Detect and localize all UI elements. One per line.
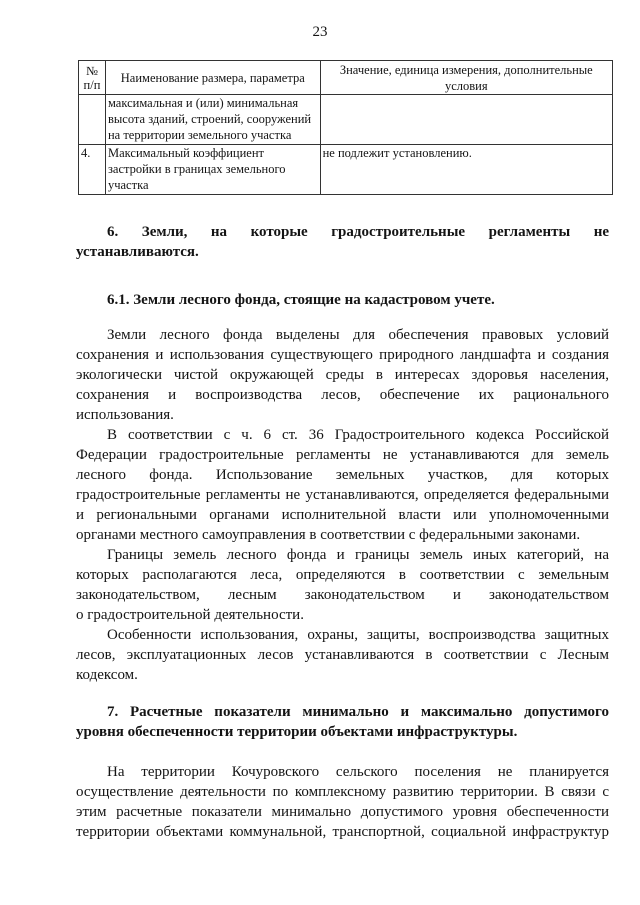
- text-line: Границы земель лесного фонда и границы земель иных категорий, на: [107, 547, 609, 563]
- text-line: кодексом.: [76, 667, 138, 683]
- heading-line: 6. Земли, на которые градостроительные регламенты не: [107, 224, 609, 240]
- text-line: Федерации градостроительные регламенты не устанавливаются для земель: [76, 447, 609, 463]
- text-line: законодательством, лесным законодательством и законодательством: [76, 587, 609, 603]
- text-line: этим расчетные показатели минимально допустимого уровня обеспеченности: [76, 804, 609, 820]
- text-line: лесного фонда. Использование земельных участков, для которых: [76, 467, 609, 483]
- text-line: сохранения и воспроизводства лесов, обеспечение их рационального: [76, 387, 609, 403]
- row-name: Максимальный коэффициент застройки в границах земельного участка: [105, 145, 320, 195]
- text-line: территории объектами коммунальной, транспортной, социальной инфраструктур: [76, 824, 609, 840]
- heading-line: уровня обеспеченности территории объектами инфраструктуры.: [76, 724, 518, 740]
- row-value: [320, 95, 612, 145]
- text-line: Особенности использования, охраны, защиты, воспроизводства защитных: [107, 627, 609, 643]
- text-line: лесов, эксплуатационных лесов устанавливаются в соответствии с Лесным: [76, 647, 609, 663]
- text-line: сохранения и использования существующего природного ландшафта и создания: [76, 347, 609, 363]
- page-number: 23: [312, 24, 328, 40]
- row-num: 4.: [79, 145, 106, 195]
- section-6-1-heading: [76, 290, 609, 310]
- text-line: градостроительные регламенты не устанавливаются, определяется федеральными: [76, 487, 609, 503]
- text-line: органами местного самоуправления в соответствии с федеральными законами.: [76, 527, 581, 543]
- header-num: № п/п: [79, 61, 106, 95]
- paragraph: [76, 625, 609, 685]
- table-header-row: [79, 61, 613, 95]
- text-line: которых располагаются леса, определяются в соответствии с земельным: [76, 567, 609, 583]
- text-line: о градостроительной деятельности.: [76, 607, 304, 623]
- paragraph: [76, 545, 609, 625]
- header-value: Значение, единица измерения, дополнительные условия: [320, 61, 612, 95]
- heading-line: устанавливаются.: [76, 244, 199, 260]
- section-6-heading: [76, 222, 609, 262]
- parameters-table: [78, 60, 613, 195]
- paragraph: [76, 425, 609, 545]
- text-line: На территории Кочуровского сельского поселения не планируется: [107, 764, 609, 780]
- text-line: осуществление деятельности по комплексному развитию территории. В связи с: [76, 784, 609, 800]
- heading-line: 6.1. Земли лесного фонда, стоящие на кадастровом учете.: [107, 292, 495, 308]
- text-line: использования.: [76, 407, 174, 423]
- paragraph: [76, 325, 609, 425]
- table-row: [79, 95, 613, 145]
- paragraph: [76, 762, 609, 842]
- text-line: экологически чистой окружающей среды в интересах здоровья населения,: [76, 367, 609, 383]
- header-name: Наименование размера, параметра: [105, 61, 320, 95]
- text-line: и региональными органами исполнительной власти или уполномоченными: [76, 507, 609, 523]
- text-line: Земли лесного фонда выделены для обеспечения правовых условий: [107, 327, 609, 343]
- heading-line: 7. Расчетные показатели минимально и максимально допустимого: [107, 704, 609, 720]
- table-row: [79, 145, 613, 195]
- section-7-heading: [76, 702, 609, 742]
- row-name: максимальная и (или) минимальная высота зданий, строений, сооружений на территории земельного участка: [105, 95, 320, 145]
- text-line: В соответствии с ч. 6 ст. 36 Градостроительного кодекса Российской: [107, 427, 609, 443]
- row-num: [79, 95, 106, 145]
- row-value: не подлежит установлению.: [320, 145, 612, 195]
